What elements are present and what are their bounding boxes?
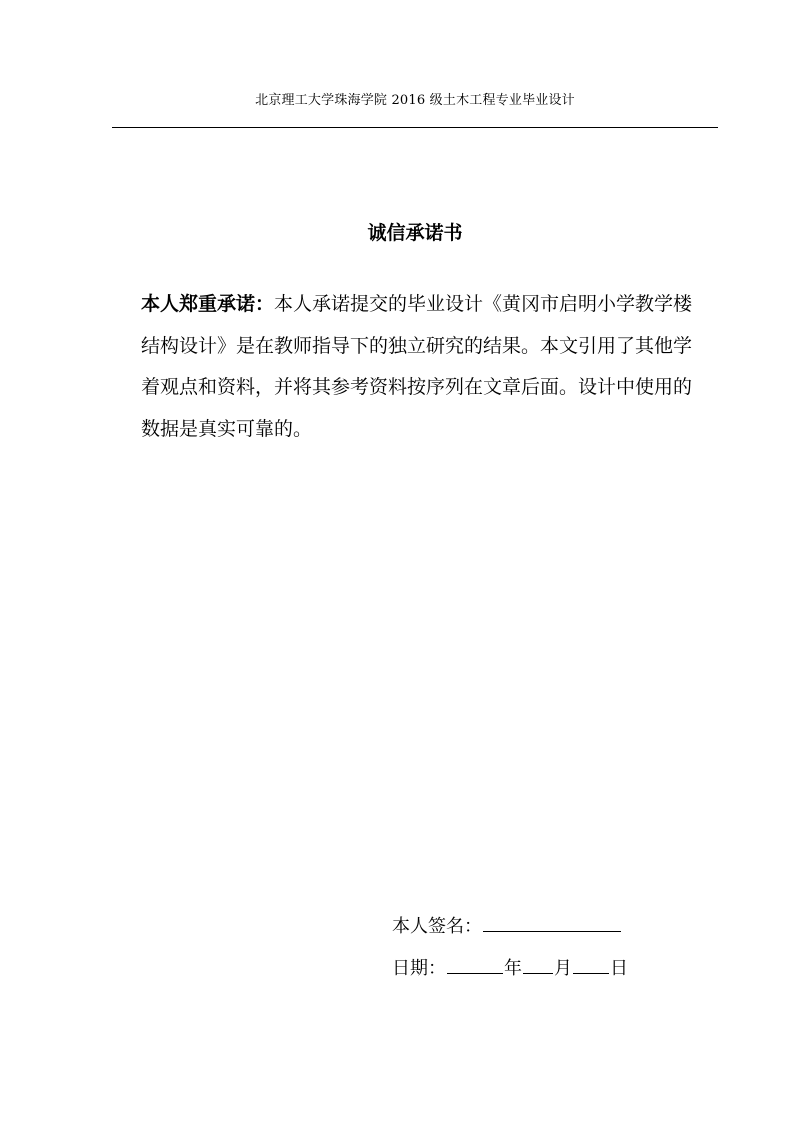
integrity-statement <box>141 284 693 450</box>
date-year-unit: 年 <box>504 958 522 979</box>
statement-lead: 本人郑重承诺： <box>141 293 275 315</box>
signature-label: 本人签名： <box>392 916 482 937</box>
date-month-field[interactable] <box>523 953 553 974</box>
page-header: 北京理工大学珠海学院 2016 级土木工程专业毕业设计 <box>255 93 575 108</box>
date-year-field[interactable] <box>447 953 503 974</box>
date-month-unit: 月 <box>554 958 572 979</box>
date-day-field[interactable] <box>573 953 609 974</box>
statement-body: 本人承诺提交的毕业设计《黄冈市启明小学教学楼结构设计》是在教师指导下的独立研究的结果。本文引用了其他学着观点和资料，并将其参考资料按序列在文章后面。设计中使用的数据是真实可靠的。 <box>141 293 693 440</box>
date-day-unit: 日 <box>610 958 628 979</box>
date-row <box>392 953 692 982</box>
header-divider <box>112 127 718 128</box>
document-title: 诚信承诺书 <box>367 222 463 244</box>
signature-field[interactable] <box>483 911 621 932</box>
date-label: 日期： <box>392 958 446 979</box>
signature-row <box>392 911 692 940</box>
